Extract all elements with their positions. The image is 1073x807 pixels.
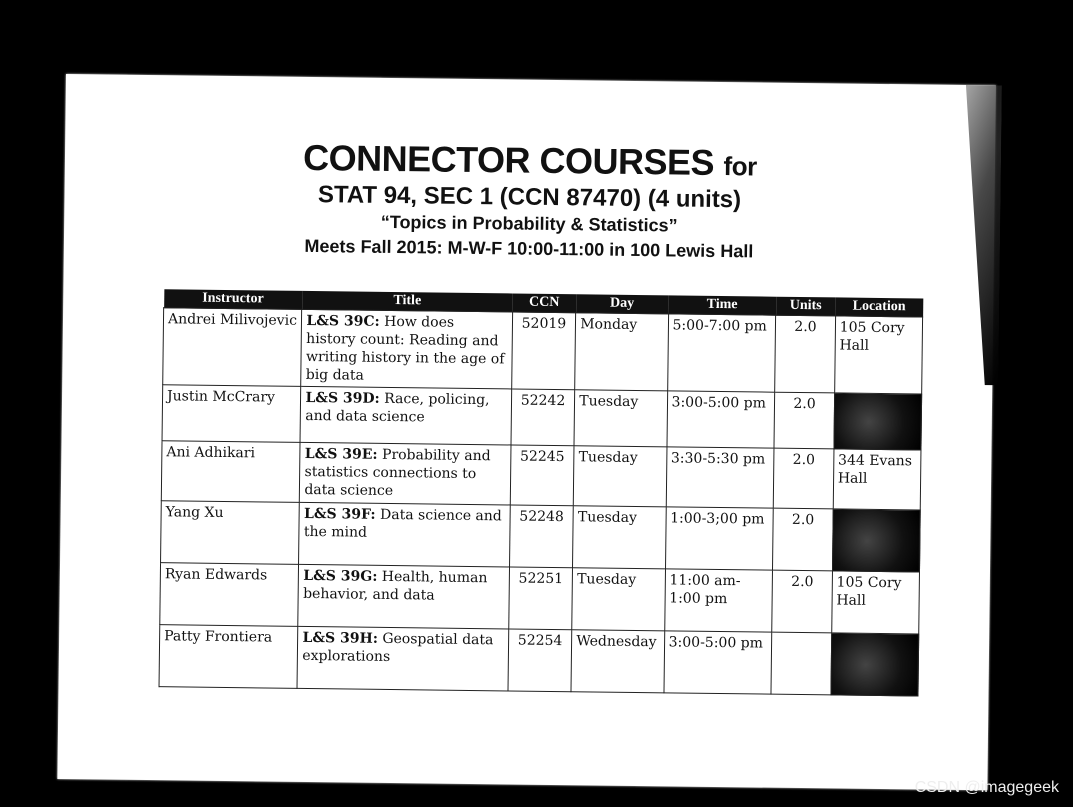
- document-page: [57, 74, 996, 790]
- cell-units: 2.0: [774, 448, 834, 509]
- table-row: [159, 625, 919, 696]
- header-instructor: Instructor: [164, 289, 303, 309]
- cell-units: 2.0: [775, 315, 835, 393]
- course-title: Probability and statistics connections to data science: [304, 446, 491, 500]
- course-title: How does history count: Reading and writing history in the age of big data: [305, 313, 505, 384]
- cell-ccn: 52242: [511, 389, 575, 446]
- watermark: CSDN @imagegeek: [914, 779, 1059, 796]
- cell-instructor: Andrei Milivojevic: [163, 308, 302, 387]
- cell-location: 105 Cory Hall: [834, 316, 922, 394]
- cell-time: 3:00-5:00 pm: [667, 391, 775, 448]
- cell-units: 2.0: [774, 392, 834, 449]
- course-code: L&S 39E:: [304, 445, 378, 463]
- cell-ccn: 52254: [508, 629, 572, 692]
- header-time: Time: [668, 295, 776, 315]
- header-day: Day: [576, 294, 669, 314]
- cell-title: [297, 626, 508, 691]
- course-title: Geospatial data explorations: [302, 630, 494, 666]
- course-code: L&S 39C:: [306, 312, 380, 330]
- cell-ccn: 52245: [510, 445, 574, 506]
- table-row: [161, 501, 921, 572]
- cell-day: Tuesday: [574, 390, 667, 447]
- cell-title: [300, 442, 511, 505]
- cell-time: 3:30-5:30 pm: [666, 447, 774, 508]
- course-title: Race, policing, and data science: [305, 390, 490, 426]
- cell-instructor: Ani Adhikari: [161, 441, 300, 503]
- header-title: Title: [302, 291, 512, 312]
- cell-time: 1:00-3;00 pm: [665, 507, 773, 570]
- table-row: [163, 308, 923, 394]
- cell-day: Tuesday: [574, 446, 667, 507]
- course-topic: “Topics in Probability & Statistics”: [380, 211, 678, 236]
- header-ccn: CCN: [512, 293, 576, 312]
- course-code: L&S 39F:: [303, 505, 376, 523]
- cell-day: Monday: [575, 313, 668, 391]
- course-code: L&S 39G:: [303, 567, 378, 585]
- cell-location: 105 Cory Hall: [831, 571, 919, 634]
- cell-units: 2.0: [772, 570, 832, 633]
- course-title: Health, human behavior, and data: [303, 568, 488, 604]
- cell-location: [832, 509, 920, 572]
- table-row: [161, 441, 921, 510]
- cell-time: 11:00 am-1:00 pm: [664, 569, 772, 632]
- header-location: Location: [835, 297, 922, 317]
- table-row: [160, 563, 920, 634]
- cell-units: [771, 632, 831, 695]
- cell-units: 2.0: [773, 508, 833, 571]
- cell-day: Tuesday: [573, 506, 666, 569]
- meeting-info: Meets Fall 2015: M-W-F 10:00-11:00 in 100 Lewis Hall: [304, 235, 754, 262]
- cell-time: 5:00-7:00 pm: [667, 314, 776, 392]
- cell-instructor: Patty Frontiera: [159, 625, 298, 689]
- cell-instructor: Justin McCrary: [162, 385, 301, 443]
- document-header: [64, 134, 995, 265]
- cell-title: [301, 309, 512, 389]
- cell-location: 344 Evans Hall: [833, 449, 921, 510]
- cell-time: 3:00-5:00 pm: [664, 631, 772, 694]
- cell-title: [300, 386, 511, 445]
- cell-location: [834, 393, 922, 450]
- title-for: for: [723, 151, 757, 182]
- cell-day: Tuesday: [572, 568, 665, 631]
- cell-instructor: Ryan Edwards: [160, 563, 299, 627]
- title-main: CONNECTOR COURSES: [302, 136, 715, 183]
- course-title: Data science and the mind: [303, 506, 502, 541]
- course-code: L&S 39D:: [305, 389, 380, 407]
- cell-location: [831, 633, 919, 696]
- cell-title: [299, 502, 510, 567]
- course-line: STAT 94, SEC 1 (CCN 87470) (4 units): [317, 181, 742, 214]
- cell-ccn: 52251: [508, 567, 572, 630]
- cell-day: Wednesday: [571, 630, 664, 693]
- cell-ccn: 52019: [511, 312, 576, 390]
- cell-instructor: Yang Xu: [161, 501, 300, 565]
- table-row: [162, 385, 922, 450]
- cell-title: [298, 564, 509, 629]
- cell-ccn: 52248: [509, 505, 573, 568]
- header-units: Units: [776, 297, 836, 316]
- course-code: L&S 39H:: [302, 629, 379, 647]
- connector-courses-table: [159, 289, 924, 696]
